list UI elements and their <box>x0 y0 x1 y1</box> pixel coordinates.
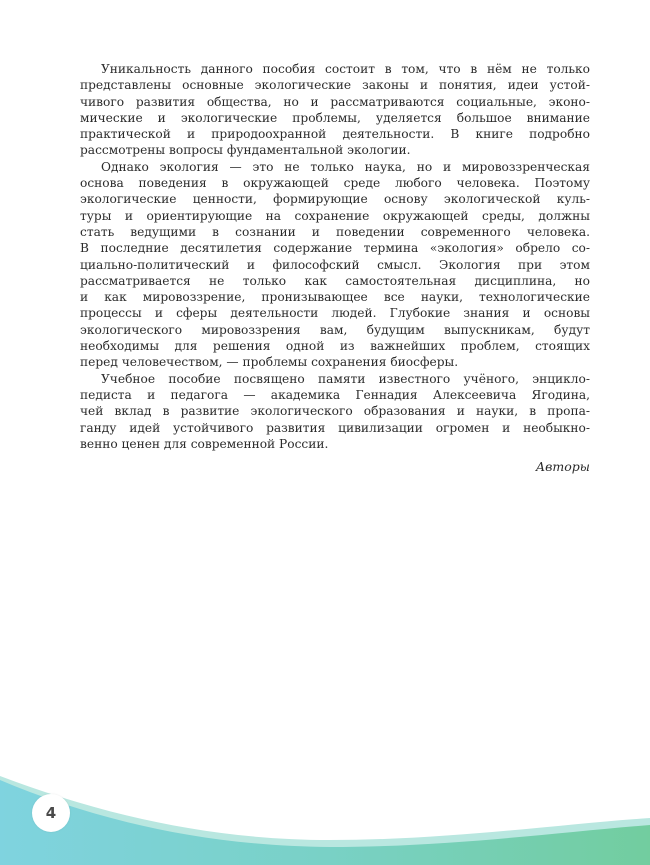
text-line: мические и экологические проблемы, уделяется большое внимание <box>80 110 590 125</box>
text-line: представлены основные экологические законы и понятия, идеи устой- <box>80 78 590 93</box>
page-number: 4 <box>32 794 70 832</box>
text-line: Однако экология — это не только наука, но и мировоззренческая <box>101 159 590 174</box>
text-line: чей вклад в развитие экологического образования и науки, в пропа- <box>80 404 590 419</box>
body-text <box>80 61 590 452</box>
text-line: практической и природоохранной деятельности. В книге подробно <box>80 127 590 142</box>
text-line: перед человечеством, — проблемы сохранения биосферы. <box>80 355 459 370</box>
text-line: циально-политический и философский смысл. Экология при этом <box>80 257 590 272</box>
signature: Авторы <box>535 459 590 474</box>
text-line: стать ведущими в сознании и поведении современного человека. <box>80 224 590 239</box>
text-line: туры и ориентирующие на сохранение окружающей среды, должны <box>80 208 590 223</box>
text-line: необходимы для решения одной из важнейших проблем, стоящих <box>80 339 590 354</box>
text-line: В последние десятилетия содержание термина «экология» обрело со- <box>80 241 590 256</box>
text-line: рассматривается не только как самостоятельная дисциплина, но <box>80 273 590 288</box>
paragraph-2 <box>80 159 590 371</box>
text-line: рассмотрены вопросы фундаментальной экологии. <box>80 143 411 158</box>
paragraph-3 <box>80 371 590 452</box>
text-line: чивого развития общества, но и рассматриваются социальные, эконо- <box>80 94 590 109</box>
text-line: Учебное пособие посвящено памяти известного учёного, энцикло- <box>101 371 590 386</box>
footer-wave-decoration <box>0 740 650 865</box>
text-line: экологического мировоззрения вам, будущим выпускникам, будут <box>80 322 590 337</box>
text-line: венно ценен для современной России. <box>80 436 329 451</box>
paragraph-1 <box>80 61 590 159</box>
text-line: основа поведения в окружающей среде любого человека. Поэтому <box>80 176 590 191</box>
text-line: ганду идей устойчивого развития цивилизации огромен и необыкно- <box>80 420 590 435</box>
text-line: и как мировоззрение, пронизывающее все науки, технологические <box>80 290 590 305</box>
text-line: экологические ценности, формирующие основу экологической куль- <box>80 192 590 207</box>
text-line: педиста и педагога — академика Геннадия Алексеевича Ягодина, <box>80 387 590 402</box>
text-line: Уникальность данного пособия состоит в том, что в нём не только <box>101 62 590 76</box>
text-line: процессы и сферы деятельности людей. Глубокие знания и основы <box>80 306 590 321</box>
